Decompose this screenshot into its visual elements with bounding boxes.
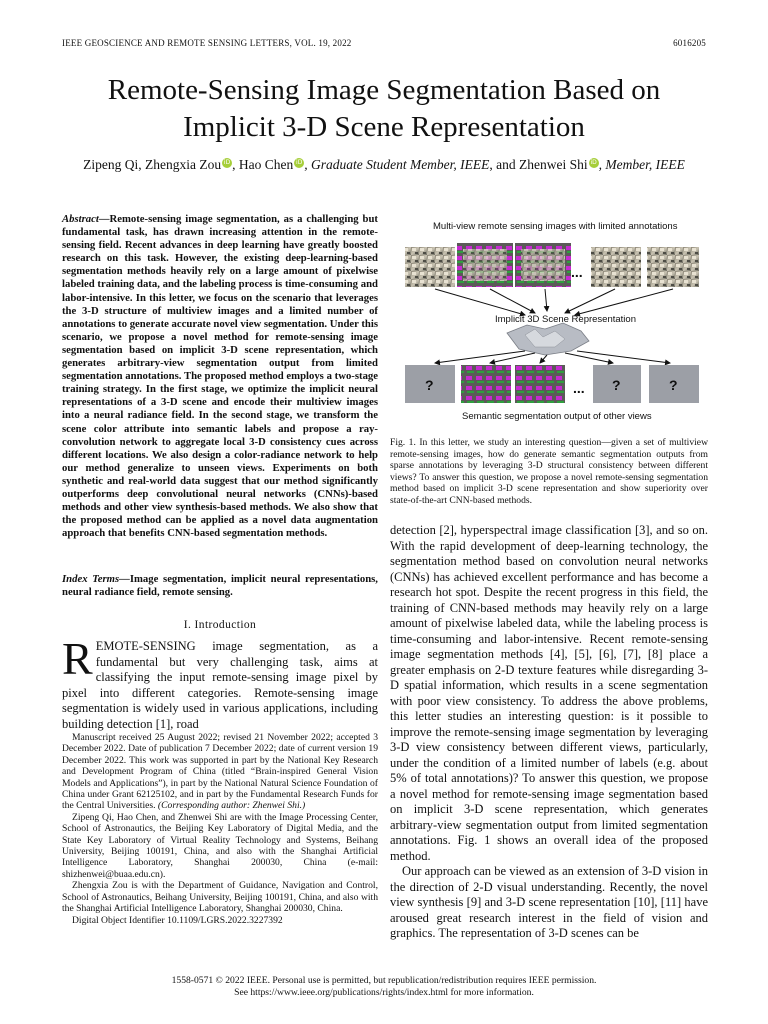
copyright-footer bbox=[0, 975, 768, 998]
unknown-mark: ? bbox=[425, 377, 434, 393]
arrow-in-3 bbox=[545, 289, 547, 311]
footnote-doi: Digital Object Identifier 10.1109/LGRS.2022.3227392 bbox=[72, 914, 283, 926]
figure-bottom-label: Semantic segmentation output of other views bbox=[462, 411, 652, 422]
author-4: , and Zhenwei Shi bbox=[489, 157, 588, 172]
author-4-affiliation: , Member, IEEE bbox=[598, 157, 685, 172]
orcid-icon[interactable]: iD bbox=[590, 158, 597, 166]
figure-top-label: Multi-view remote sensing images with limited annotations bbox=[433, 221, 678, 232]
arrow-out-1 bbox=[435, 351, 525, 363]
section-heading: I. Introduction bbox=[183, 619, 257, 631]
running-header-page: 6016205 bbox=[673, 38, 706, 48]
input-view-6 bbox=[591, 247, 641, 287]
intro-right-paragraph-2: Our approach can be viewed as an extension of 3-D vision in the direction of 2-D visual understanding. Recently, the novel view synthesis [9] and 3-D scene representation [10], [11] have aroused great research interest in the field of vision and graphics. The representation of 3-D scenes can be bbox=[390, 864, 708, 940]
unknown-mark: ? bbox=[612, 377, 621, 393]
author-3: , Hao Chen bbox=[232, 157, 294, 172]
abstract-text: Remote-sensing image segmentation, as a challenging but fundamental task, has drawn increasing attention in the remote-sensing field. Recent advances in deep learning have greatly boosted research on this task. However, the existing deep-learning-based segmentation methods heavily rely on a large amount of pixelwise labeled training data, and the labeling process is time-consuming and labor-intensive. In this letter, we focus on the scenario that leverages the 3-D structure of multiview images and a limited number of annotations to generate accurate novel view segmentation. Under this scenario, we propose a novel method for remote-sensing image segmentation based on implicit 3-D scene representation, which generates arbitrary-view segmentation output from limited segmentation annotations. The proposed method employs a two-stage training strategy. In the first stage, we optimize the implicit neural representations of a 3-D scene and encode their multiview images into a neural radiance field. In the second stage, we transform the scene color attribute into semantic labels and propose a ray-convolution network to aggregate local 3-D consistency cues across different locations. We also design a color-radiance network to help our method generalize to unseen views. Experiments on both synthetic and real-world data suggest that our method significantly outperforms deep convolutional neural networks (CNNs)-based methods and other view synthesis-based methods. We also show that the proposed method can be applied as a novel data augmentation approach that benefits CNN-based segmentation methods. bbox=[62, 213, 378, 540]
figure-ellipsis-top: ... bbox=[571, 264, 583, 280]
output-view-seg-1 bbox=[461, 365, 511, 403]
intro-left-paragraph bbox=[62, 633, 378, 732]
running-header-journal: IEEE GEOSCIENCE AND REMOTE SENSING LETTERS, VOL. 19, 2022 bbox=[62, 38, 352, 48]
footnote-manuscript: Manuscript received 25 August 2022; revised 21 November 2022; accepted 3 December 2022. Date of publication 7 December 2022; date of current version 19 December 2022. This work was supported in part by the National Key Research and Development Program of China (titled “Brain-inspired General Vision Models and Applications”), in part by the National Natural Science Foundation of China under Grant 62125102, and in part by the Fundamental Research Funds for the Central Universities. (Corresponding author: Zhenwei Shi.) bbox=[62, 732, 378, 812]
abstract bbox=[62, 213, 378, 540]
arrow-in-5 bbox=[575, 289, 673, 315]
arrow-out-5 bbox=[577, 351, 670, 363]
author-1-2: Zipeng Qi, Zhengxia Zou bbox=[83, 157, 222, 172]
arrow-in-4 bbox=[565, 289, 615, 313]
footnote-affiliation-1: Zipeng Qi, Hao Chen, and Zhenwei Shi are with the Image Processing Center, School of Astronautics, the Beijing Key Laboratory of Digital Media, and the State Key Laboratory of Virtual Reality Technology and Systems, Beihang University, Beijing 100191, China, and also with the Shanghai Artificial Intelligence Laboratory, Shanghai 200030, China (e-mail: shizhenwei@buaa.edu.cn). bbox=[62, 811, 378, 880]
arrow-in-1 bbox=[435, 289, 525, 315]
orcid-icon[interactable]: iD bbox=[296, 158, 303, 166]
paper-title bbox=[0, 72, 768, 146]
arrow-out-3 bbox=[540, 355, 547, 363]
figure-mid-label: Implicit 3D Scene Representation bbox=[495, 314, 636, 325]
input-view-7 bbox=[647, 247, 699, 287]
unknown-mark: ? bbox=[669, 377, 678, 393]
figure-ellipsis-bottom: ... bbox=[573, 380, 585, 396]
input-view-1 bbox=[405, 247, 455, 287]
copyright-line: 1558-0571 © 2022 IEEE. Personal use is permitted, but republication/redistribution requires IEEE permission. bbox=[171, 975, 597, 986]
index-terms-lead: Index Terms— bbox=[62, 573, 130, 585]
footnote-affiliation-2: Zhengxia Zou is with the Department of Guidance, Navigation and Control, School of Astronautics, Beihang University, Beijing 100191, China, and also with the Shanghai Artificial Intelligence Laboratory, Shanghai 200030, China. bbox=[62, 880, 378, 915]
input-view-3 bbox=[463, 249, 507, 281]
figure-1 bbox=[395, 215, 705, 425]
orcid-icon[interactable]: iD bbox=[223, 158, 231, 166]
author-list bbox=[0, 157, 768, 173]
index-terms bbox=[62, 573, 378, 599]
output-view-seg-2 bbox=[515, 365, 565, 403]
footnote bbox=[62, 732, 378, 926]
title-line-1: Remote-Sensing Image Segmentation Based on bbox=[107, 74, 661, 106]
intro-right-column bbox=[390, 523, 708, 942]
rights-link[interactable]: See https://www.ieee.org/publications/rights/index.html for more information. bbox=[234, 986, 534, 998]
abstract-lead: Abstract— bbox=[62, 213, 110, 225]
arrow-in-2 bbox=[490, 289, 535, 313]
input-view-5 bbox=[521, 249, 565, 281]
intro-right-paragraph-1: detection [2], hyperspectral image classification [3], and so on. With the rapid development of deep-learning technology, the segmentation method based on convolution neural networks (CNNs) has achieved excellent performance and has become a research hot spot. Despite the recent progress in this field, the training of CNN-based methods may heavily rely on a large amount of pixelwise labeled data, while the labeling process is time-consuming and labor-intensive. Recent remote-sensing image segmentation methods [4], [5], [6], [7], [8] place a greater emphasis on 2-D texture features while disregarding 3-D spatial information, which results in a scene segmentation with poor view consistency. To address the above problems, this letter studies an interesting question: is it possible to improve the remote-sensing image segmentation by leveraging 3-D view consistency between different views, particularly, under the condition of a limited number of labels (e.g. about 5% of total annotations)? To answer this question, we propose a novel method for remote-sensing image segmentation based on implicit 3-D scene representation, which generates arbitrary-view segmentation output from limited segmentation annotations. Fig. 1 shows an overall idea of the proposed method. bbox=[390, 523, 708, 863]
figure-caption: Fig. 1. In this letter, we study an interesting question—given a set of multiview remote-sensing images, how do generate semantic segmentation outputs from sparse annotations by leveraging 3-D structural consistency between different views? To answer this question, we propose a novel remote-sensing segmentation method based on implicit 3-D scene representation and show superiority over state-of-the-art CNN-based methods. bbox=[390, 437, 708, 506]
index-terms-text: Image segmentation, implicit neural representations, neural radiance field, remote sensing. bbox=[62, 573, 378, 599]
author-3-affiliation: , Graduate Student Member, IEEE bbox=[304, 157, 490, 172]
drop-cap: R bbox=[62, 633, 93, 684]
title-line-2: Implicit 3-D Scene Representation bbox=[183, 111, 585, 143]
intro-left-text: EMOTE-SENSING image segmentation, as a fundamental but very challenging task, aims at classifying the input remote-sensing image pixel by pixel into different categories. Remote-sensing image segmentation is widely used in various applications, including building detection [1], road bbox=[62, 639, 378, 731]
